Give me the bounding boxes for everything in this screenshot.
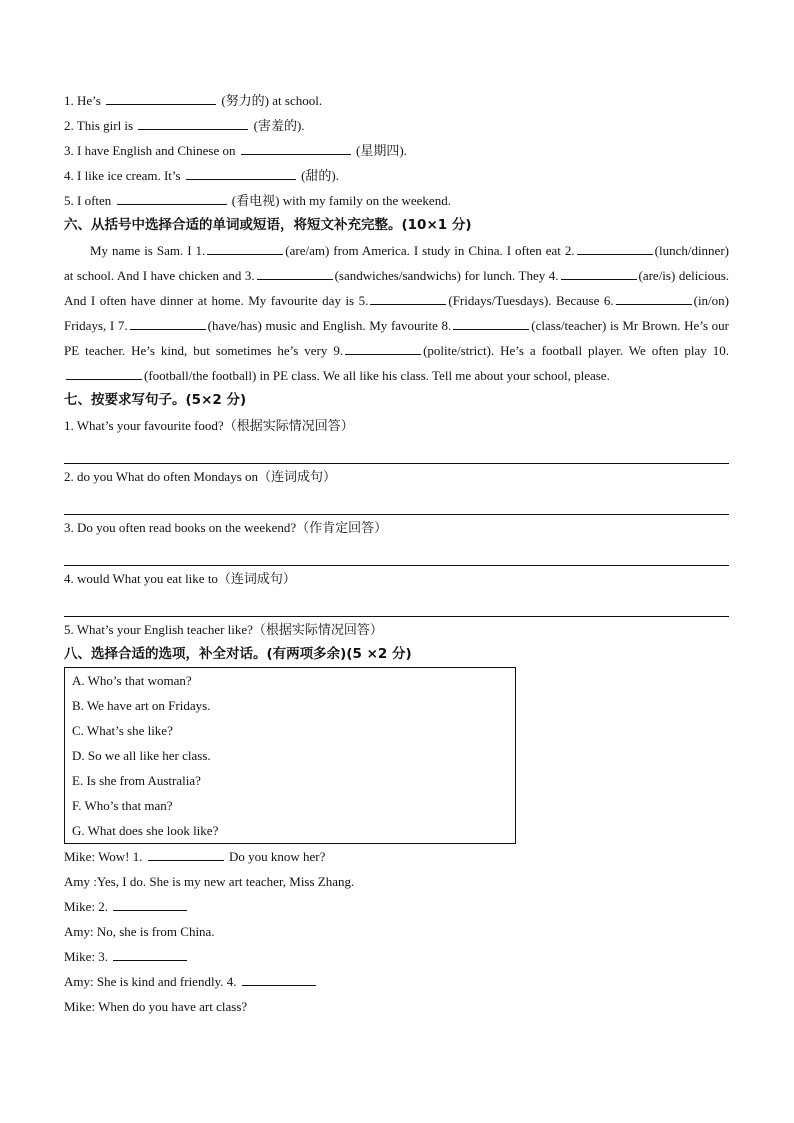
passage-blank-4[interactable]	[561, 265, 637, 280]
answer-blank[interactable]	[186, 165, 296, 180]
answer-line-1[interactable]	[64, 438, 729, 464]
part7-heading: 七、按要求写句子。(5×2 分)	[64, 392, 247, 408]
part5-item-2: 2. This girl is (害羞的).	[64, 113, 729, 138]
passage-blank-7[interactable]	[130, 315, 206, 330]
dialogue-line-6: Amy: She is kind and friendly. 4.	[64, 969, 729, 994]
option-f: F. Who’s that man?	[72, 798, 173, 813]
answer-line-2[interactable]	[64, 489, 729, 515]
answer-blank[interactable]	[138, 115, 248, 130]
part6-passage: My name is Sam. I 1. (are/am) from America. I study in China. I often eat 2. (lunch/dinner) at school. And I have chicken and 3. (sandwiches/sandwichs) for lunch. They 4. (are/is) delicious. And I often have dinner at home. My favourite day is 5. (Fridays/Tuesdays). Because 6. (in/on) Fridays, I 7. (have/has) music and English. My favourite 8. (class/teacher) is Mr Brown. He’s our PE teacher. He’s kind, but sometimes he’s very 9. (polite/strict). He’s a football player. We often play 10.(football/the football) in PE class. We all like his class. Tell me about your school, please.	[64, 238, 729, 388]
answer-blank[interactable]	[117, 190, 227, 205]
part5-item-1: 1. He’s (努力的) at school.	[64, 88, 729, 113]
passage-blank-8[interactable]	[453, 315, 529, 330]
dialogue-line-1: Mike: Wow! 1. Do you know her?	[64, 844, 729, 869]
answer-blank[interactable]	[106, 90, 216, 105]
answer-line-4[interactable]	[64, 591, 729, 617]
passage-blank-5[interactable]	[370, 290, 446, 305]
part7-question-4: 4. would What you eat like to（连词成句）	[64, 571, 296, 586]
dialogue-blank-4[interactable]	[242, 971, 316, 986]
dialogue-line-2: Amy :Yes, I do. She is my new art teacher, Miss Zhang.	[64, 874, 355, 889]
passage-blank-10[interactable]	[66, 365, 142, 380]
option-d: D. So we all like her class.	[72, 748, 211, 763]
part7-question-1: 1. What’s your favourite food?（根据实际情况回答）	[64, 418, 354, 433]
part5-item-4: 4. I like ice cream. It’s (甜的).	[64, 163, 729, 188]
passage-blank-9[interactable]	[345, 340, 421, 355]
dialogue-line-7: Mike: When do you have art class?	[64, 999, 248, 1014]
passage-blank-3[interactable]	[257, 265, 333, 280]
option-c: C. What’s she like?	[72, 723, 173, 738]
part5-item-3: 3. I have English and Chinese on (星期四).	[64, 138, 729, 163]
passage-blank-6[interactable]	[616, 290, 692, 305]
options-box	[64, 667, 516, 844]
dialogue-blank-3[interactable]	[113, 946, 187, 961]
part7-question-5: 5. What’s your English teacher like?（根据实际情况回答）	[64, 622, 383, 637]
answer-blank[interactable]	[241, 140, 351, 155]
option-g: G. What does she look like?	[72, 823, 219, 838]
part7-question-2: 2. do you What do often Mondays on（连词成句）	[64, 469, 337, 484]
worksheet-page	[64, 88, 729, 1019]
part8-heading: 八、选择合适的选项，补全对话。(有两项多余)(5 ×2 分)	[64, 646, 412, 662]
dialogue-line-3: Mike: 2.	[64, 894, 729, 919]
option-e: E. Is she from Australia?	[72, 773, 201, 788]
part6-heading: 六、从括号中选择合适的单词或短语，将短文补充完整。(10×1 分)	[64, 217, 472, 233]
passage-blank-1[interactable]	[207, 240, 283, 255]
option-a: A. Who’s that woman?	[72, 673, 192, 688]
passage-blank-2[interactable]	[577, 240, 653, 255]
option-b: B. We have art on Fridays.	[72, 698, 211, 713]
dialogue-blank-1[interactable]	[148, 846, 224, 861]
part7-question-3: 3. Do you often read books on the weekend?（作肯定回答）	[64, 520, 388, 535]
dialogue-line-4: Amy: No, she is from China.	[64, 924, 215, 939]
part5-item-5: 5. I often (看电视) with my family on the weekend.	[64, 188, 729, 213]
answer-line-3[interactable]	[64, 540, 729, 566]
dialogue-line-5: Mike: 3.	[64, 944, 729, 969]
dialogue-blank-2[interactable]	[113, 896, 187, 911]
